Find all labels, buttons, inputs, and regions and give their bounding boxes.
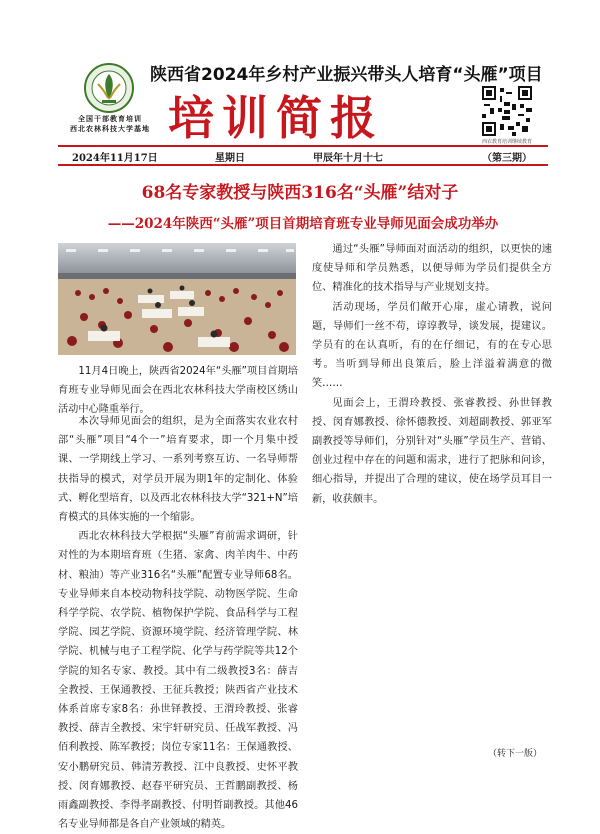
article-subheadline: ——2024年陕西“头雁”项目首期培育班专业导师见面会成功举办 [107, 216, 499, 232]
lunar-date: 甲辰年十月十七 [313, 153, 383, 164]
header-divider-bottom [58, 164, 548, 166]
issue-weekday: 星期日 [215, 153, 245, 164]
issue-number: （第三期） [482, 153, 532, 164]
university-logo [74, 62, 144, 114]
article-paragraph: 11月4日晚上，陕西省2024年“头雁”项目首期培育班专业导师见面会在西北农林科技大学南校区绣山活动中心隆重举行。 [58, 366, 298, 416]
issue-info-bar [58, 146, 548, 164]
article-headline: 68名专家教授与陕西316名“头雁”结对子 [141, 183, 459, 203]
article-paragraph: 活动现场，学员们敞开心扉，虚心请教，说问题，导师们一丝不苟，谆谆教导，谈发展，提建议。学员有的在认真听，有的在仔细记，有的在专心思考。当听到导师出良策后，脸上洋溢着满意的微笑…… [312, 301, 552, 390]
qr-caption: 西农教育培训继续教育 [481, 139, 532, 145]
article-paragraph: 见面会上，王渭玲教授、张睿教授、孙世铎教授、闵育娜教授、徐怀德教授、刘超副教授、郭亚军副教授等导师们，分别针对“头雁”学员生产、营销、创业过程中存在的问题和需求，进行了把脉和问诊，细心指导，并提出了合理的建议，使在场学员耳目一新，收获颇丰。 [312, 397, 552, 505]
project-title: 陕西省2024年乡村产业振兴带头人培育“头雁”项目 [150, 65, 543, 85]
qr-code-icon [482, 86, 532, 136]
article-paragraph: 通过“头雁”导师面对面活动的组织，以更快的速度使导师和学员熟悉，以便导师为学员们提供全方位、精准化的技术指导与产业规划支持。 [312, 244, 552, 294]
newsletter-masthead: 培训简报 [168, 91, 384, 145]
article-column-left-continued [58, 412, 298, 834]
issue-date: 2024年11月17日 [72, 153, 158, 164]
article-paragraph: 本次导师见面会的组织，是为全面落实农业农村部“头雁”项目“4个一”培育要求，即一个月集中授课、一学期线上学习、一系列考察互访、一名导师帮扶指导的模式，对学员开展为期1年的定制化、体验式、孵化型培育，以及西北农林科技大学“321+N”培育模式的具体实施的一个缩影。 [58, 416, 298, 524]
continued-notice: （转下一版） [488, 749, 543, 759]
article-column-left [58, 362, 298, 420]
org-line: 西北农林科技大学基地 [70, 125, 150, 133]
article-paragraph: 西北农林科技大学根据“头雁”育前需求调研，针对性的为本期培育班（生猪、家禽、肉羊肉牛、中药材、粮油）等产业316名“头雁”配置专业导师68名。专业导师来自本校动物科技学院、动物医学院、生命科学学院、农学院、植物保护学院、食品科学与工程学院、园艺学院、资源环境学院、经济管理学院、林学院、机械与电子工程学院、化学与药学院等共12个学院的知名专家、教授。其中有二级教授3名：薛吉全教授、王保通教授、王征兵教授；陕西省产业技术体系首席专家8名：孙世铎教授、王渭玲教授、张睿教授、薛吉全教授、宋宇轩研究员、任战军教授、冯佰利教授、陈军教授；岗位专家11名：王保通教授、安小鹏研究员、韩清芳教授、江中良教授、史怀平教授、闵育娜教授、赵春平研究员、王哲鹏副教授、杨雨鑫副教授、李得孝副教授、付明哲副教授。其他46名专业导师都是各自产业领域的精英。 [58, 531, 298, 831]
article-column-right [312, 240, 552, 509]
meeting-hall-photo [58, 243, 296, 355]
org-line: 全国干部教育培训 [78, 115, 142, 123]
organization-name [70, 114, 150, 134]
